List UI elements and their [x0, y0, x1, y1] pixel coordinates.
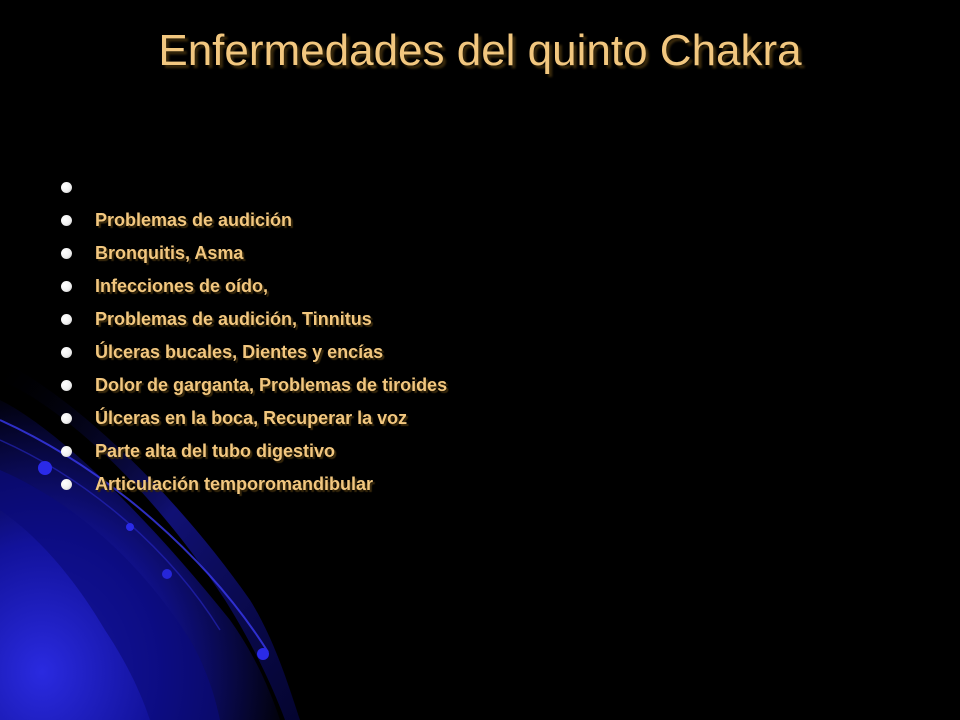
bullet-icon — [61, 446, 72, 457]
bullet-item — [58, 308, 528, 330]
bullet-icon — [61, 215, 72, 226]
bullet-item — [58, 209, 528, 231]
bullet-icon — [61, 248, 72, 259]
bullet-icon — [61, 314, 72, 325]
swoosh-dot — [126, 523, 134, 531]
bullet-icon — [61, 479, 72, 490]
bullet-text: Infecciones de oído, — [95, 276, 269, 296]
bullet-text: Bronquitis, Asma — [95, 243, 244, 263]
bullet-text: Parte alta del tubo digestivo — [95, 441, 336, 461]
bullet-icon — [61, 380, 72, 391]
bullet-icon — [61, 182, 72, 193]
bullet-item — [58, 473, 528, 495]
bullet-text: Problemas de audición, Tinnitus — [95, 309, 372, 329]
bullet-item — [58, 275, 528, 297]
bullet-item — [58, 374, 528, 396]
bullet-icon — [61, 281, 72, 292]
bullet-icon — [61, 413, 72, 424]
slide-title: Enfermedades del quinto Chakra — [158, 26, 802, 75]
bullet-text: Problemas de audición — [95, 210, 293, 230]
bullet-icon — [61, 347, 72, 358]
bullet-item — [58, 176, 528, 198]
swoosh-dot — [162, 569, 172, 579]
bullet-text: Úlceras en la boca, Recuperar la voz — [95, 408, 408, 428]
bullet-item — [58, 407, 528, 429]
bullet-item — [58, 242, 528, 264]
bullet-text: Dolor de garganta, Problemas de tiroides — [95, 375, 448, 395]
swoosh-dot — [38, 461, 52, 475]
bullet-text: Articulación temporomandibular — [95, 474, 374, 494]
bullet-item — [58, 440, 528, 462]
bullet-list — [58, 176, 528, 506]
bullet-item — [58, 341, 528, 363]
swoosh-dot — [257, 648, 269, 660]
bullet-text: Úlceras bucales, Dientes y encías — [95, 342, 384, 362]
